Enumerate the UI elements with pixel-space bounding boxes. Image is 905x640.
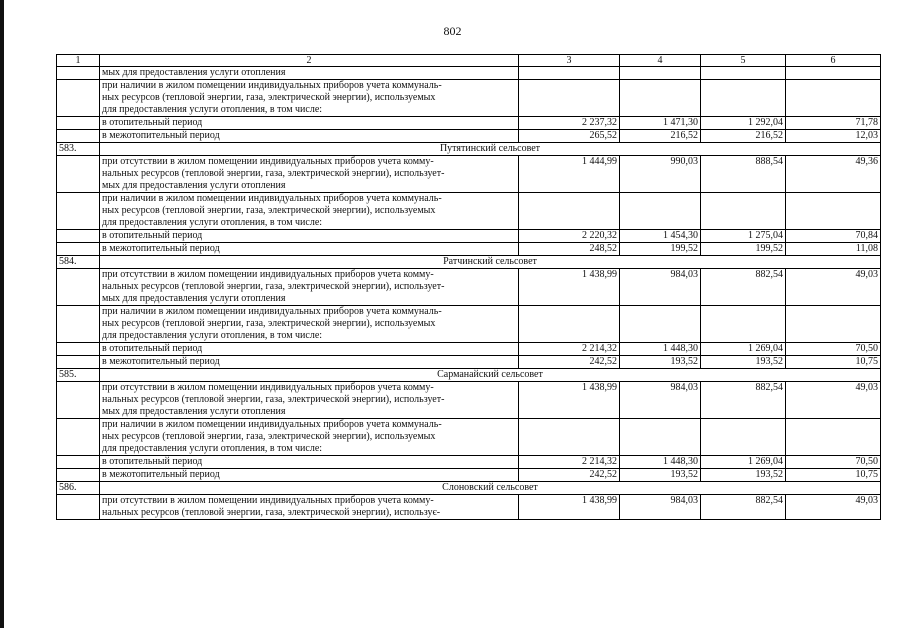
text-line: при отсутствии в жилом помещении индивидуальных приборов учета комму- — [102, 382, 434, 393]
value-col-5: 882,54 — [701, 382, 786, 419]
table-row — [57, 495, 881, 520]
value-col-4: 1 471,30 — [620, 117, 701, 130]
value-col-3: 248,52 — [519, 243, 620, 256]
value-col-5: 193,52 — [701, 356, 786, 369]
num-cell — [57, 117, 100, 130]
table-row — [57, 456, 881, 469]
text-line: при наличии в жилом помещении индивидуальных приборов учета коммуналь- — [102, 80, 442, 91]
text-line: ных ресурсов (тепловой энергии, газа, электрической энергии), используемых — [102, 431, 436, 442]
value-col-5: 1 269,04 — [701, 343, 786, 356]
num-cell — [57, 230, 100, 243]
value-col-6: 10,75 — [786, 469, 881, 482]
header-col-1: 1 — [57, 55, 100, 67]
with-meters-text — [100, 306, 519, 343]
value-col-3: 1 438,99 — [519, 269, 620, 306]
text-line: нальных ресурсов (тепловой энергии, газа, электрической энергии), использує- — [102, 507, 441, 518]
value-col-5: 216,52 — [701, 130, 786, 143]
num-cell — [57, 382, 100, 419]
with-meters-text — [100, 419, 519, 456]
value-col-5: 193,52 — [701, 469, 786, 482]
value-col-6: 70,84 — [786, 230, 881, 243]
num-cell — [57, 456, 100, 469]
header-col-4: 4 — [620, 55, 701, 67]
text-line: при отсутствии в жилом помещении индивидуальных приборов учета комму- — [102, 269, 434, 280]
value-col-3: 265,52 — [519, 130, 620, 143]
num-cell — [57, 130, 100, 143]
value-col-5: 1 269,04 — [701, 456, 786, 469]
value-col-4: 984,03 — [620, 382, 701, 419]
value-col-5: 1 275,04 — [701, 230, 786, 243]
table-row — [57, 382, 881, 419]
value-col-5: 882,54 — [701, 495, 786, 520]
value-col-6: 11,08 — [786, 243, 881, 256]
text-line: для предоставления услуги отопления, в том числе: — [102, 443, 323, 454]
value-col-4: 193,52 — [620, 469, 701, 482]
num-cell — [57, 243, 100, 256]
section-row — [57, 482, 881, 495]
value-col-4: 1 454,30 — [620, 230, 701, 243]
section-number: 584. — [57, 256, 100, 269]
scan-edge-bar — [0, 0, 4, 628]
text-line: для предоставления услуги отопления, в том числе: — [102, 104, 323, 115]
header-col-5: 5 — [701, 55, 786, 67]
value-col-6: 49,36 — [786, 156, 881, 193]
value-col-4: 216,52 — [620, 130, 701, 143]
header-col-3: 3 — [519, 55, 620, 67]
num-cell — [57, 156, 100, 193]
without-meters-text — [100, 269, 519, 306]
value-col-3: 242,52 — [519, 469, 620, 482]
page-number: 802 — [443, 24, 462, 38]
num-cell — [57, 80, 100, 117]
header-col-6: 6 — [786, 55, 881, 67]
heating-label: в отопительный период — [100, 456, 519, 469]
num-cell — [57, 269, 100, 306]
value-col-4: 1 448,30 — [620, 343, 701, 356]
value-col-3: 1 444,99 — [519, 156, 620, 193]
section-title: Слоновский сельсовет — [100, 482, 881, 495]
without-meters-text — [100, 156, 519, 193]
value-col-3: 2 220,32 — [519, 230, 620, 243]
text-line: нальных ресурсов (тепловой энергии, газа, электрической энергии), использует- — [102, 394, 445, 405]
text-line: мых для предоставления услуги отопления — [102, 406, 286, 417]
table-row — [57, 243, 881, 256]
value-col-4: 990,03 — [620, 156, 701, 193]
nonheating-label: в межотопительный период — [100, 130, 519, 143]
text-line: ных ресурсов (тепловой энергии, газа, электрической энергии), используемых — [102, 92, 436, 103]
num-cell — [57, 193, 100, 230]
section-row — [57, 143, 881, 156]
value-col-3: 2 237,32 — [519, 117, 620, 130]
text-line: ных ресурсов (тепловой энергии, газа, электрической энергии), используемых — [102, 318, 436, 329]
text-line: нальных ресурсов (тепловой энергии, газа, электрической энергии), использует- — [102, 281, 445, 292]
value-col-6: 49,03 — [786, 495, 881, 520]
num-cell — [57, 469, 100, 482]
value-col-4: 984,03 — [620, 269, 701, 306]
header-col-2: 2 — [100, 55, 519, 67]
heating-label: в отопительный период — [100, 117, 519, 130]
value-col-3: 1 438,99 — [519, 382, 620, 419]
nonheating-label: в межотопительный период — [100, 356, 519, 369]
value-col-4: 199,52 — [620, 243, 701, 256]
text-line: при наличии в жилом помещении индивидуальных приборов учета коммуналь- — [102, 419, 442, 430]
section-row — [57, 256, 881, 269]
value-col-6: 70,50 — [786, 456, 881, 469]
value-col-4: 984,03 — [620, 495, 701, 520]
value-col-3: 2 214,32 — [519, 456, 620, 469]
table-row — [57, 419, 881, 456]
text-line: для предоставления услуги отопления, в том числе: — [102, 217, 323, 228]
value-col-6: 12,03 — [786, 130, 881, 143]
text-line: мых для предоставления услуги отопления — [102, 180, 286, 191]
text-line: мых для предоставления услуги отопления — [102, 293, 286, 304]
heating-label: в отопительный период — [100, 343, 519, 356]
num-cell — [57, 67, 100, 80]
table-row — [57, 269, 881, 306]
text-line: для предоставления услуги отопления, в том числе: — [102, 330, 323, 341]
table-row — [57, 469, 881, 482]
value-col-4: 1 448,30 — [620, 456, 701, 469]
num-cell — [57, 343, 100, 356]
without-meters-text — [100, 382, 519, 419]
value-col-6: 49,03 — [786, 382, 881, 419]
nonheating-label: в межотопительный период — [100, 469, 519, 482]
value-col-5: 888,54 — [701, 156, 786, 193]
table-row — [57, 80, 881, 117]
section-row — [57, 369, 881, 382]
text-line: нальных ресурсов (тепловой энергии, газа, электрической энергии), использует- — [102, 168, 445, 179]
table-row — [57, 130, 881, 143]
text-line: при отсутствии в жилом помещении индивидуальных приборов учета комму- — [102, 495, 434, 506]
value-col-6: 49,03 — [786, 269, 881, 306]
value-col-6: 70,50 — [786, 343, 881, 356]
value-col-5: 882,54 — [701, 269, 786, 306]
tariff-table — [56, 54, 881, 520]
num-cell — [57, 419, 100, 456]
section-title: Сарманайский сельсовет — [100, 369, 881, 382]
value-col-5: 199,52 — [701, 243, 786, 256]
num-cell — [57, 495, 100, 520]
table-row — [57, 67, 881, 80]
with-meters-text — [100, 80, 519, 117]
value-col-3: 1 438,99 — [519, 495, 620, 520]
section-title: Ратчинский сельсовет — [100, 256, 881, 269]
value-col-3: 2 214,32 — [519, 343, 620, 356]
section-number: 583. — [57, 143, 100, 156]
nonheating-label: в межотопительный период — [100, 243, 519, 256]
value-col-6: 10,75 — [786, 356, 881, 369]
table-row — [57, 156, 881, 193]
text-line: при отсутствии в жилом помещении индивидуальных приборов учета комму- — [102, 156, 434, 167]
section-number: 585. — [57, 369, 100, 382]
continuation-text: мых для предоставления услуги отопления — [100, 67, 519, 80]
table-row — [57, 343, 881, 356]
num-cell — [57, 356, 100, 369]
text-line: при наличии в жилом помещении индивидуальных приборов учета коммуналь- — [102, 193, 442, 204]
value-col-3: 242,52 — [519, 356, 620, 369]
section-title: Путятинский сельсовет — [100, 143, 881, 156]
table-row — [57, 193, 881, 230]
without-meters-text — [100, 495, 519, 520]
heating-label: в отопительный период — [100, 230, 519, 243]
value-col-4: 193,52 — [620, 356, 701, 369]
table-row — [57, 230, 881, 243]
text-line: ных ресурсов (тепловой энергии, газа, электрической энергии), используемых — [102, 205, 436, 216]
section-number: 586. — [57, 482, 100, 495]
num-cell — [57, 306, 100, 343]
with-meters-text — [100, 193, 519, 230]
value-col-5: 1 292,04 — [701, 117, 786, 130]
header-row — [57, 55, 881, 67]
table-row — [57, 306, 881, 343]
value-col-6: 71,78 — [786, 117, 881, 130]
text-line: при наличии в жилом помещении индивидуальных приборов учета коммуналь- — [102, 306, 442, 317]
table-row — [57, 356, 881, 369]
table-row — [57, 117, 881, 130]
